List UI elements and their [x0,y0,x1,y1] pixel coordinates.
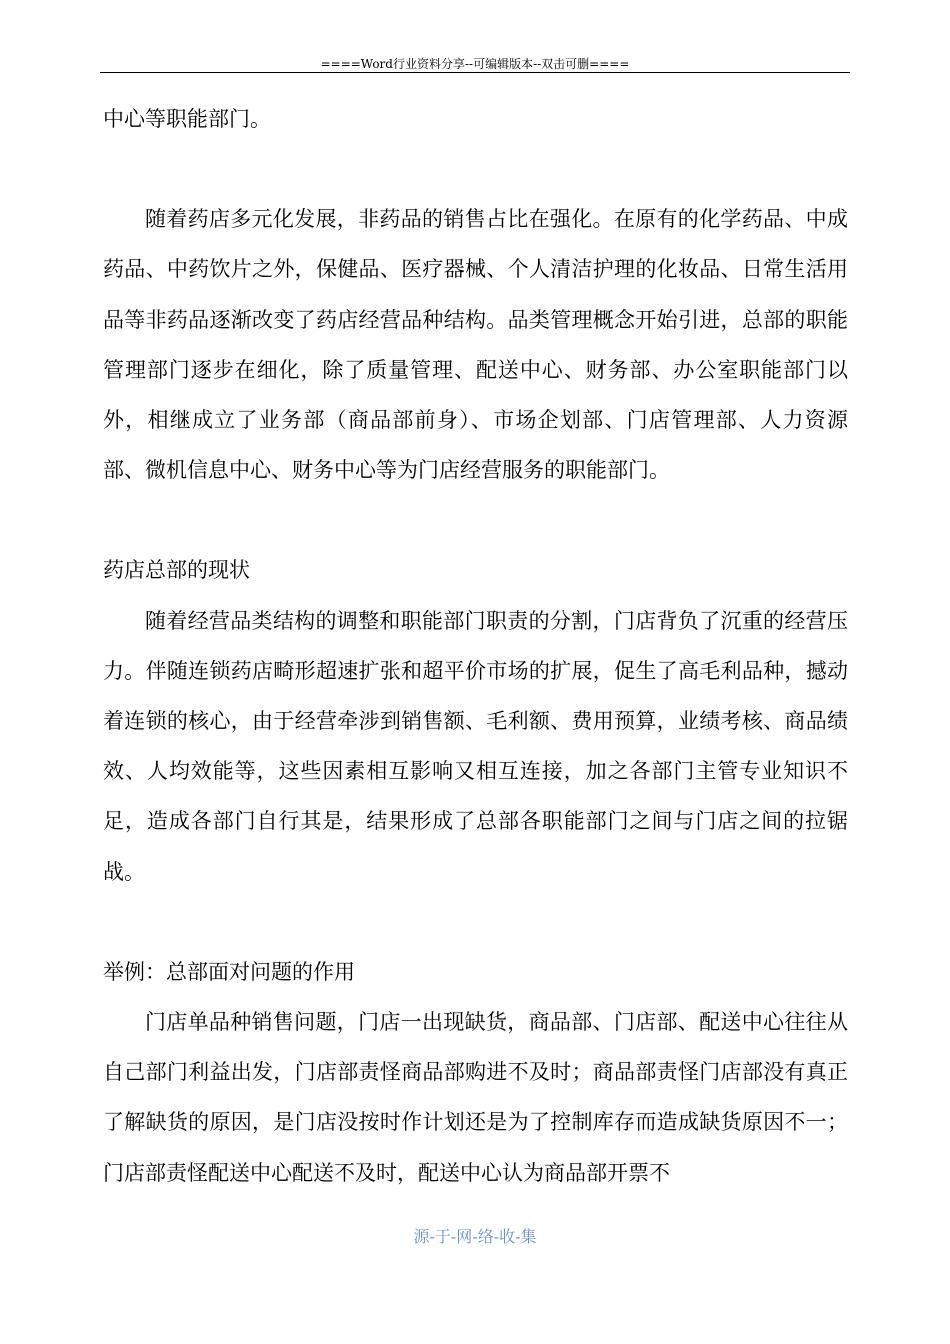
paragraph-example: 门店单品种销售问题，门店一出现缺货，商品部、门店部、配送中心往往从自己部门利益出发，门店部责怪商品部购进不及时；商品部责怪门店部没有真正了解缺货的原因，是门店没按时作计划还是为了控制库存而造成缺货原因不一；门店部责怪配送中心配送不及时，配送中心认为商品部开票不 [103,1010,848,1185]
header-rule [100,72,850,73]
section-heading-status: 药店总部的现状 [103,558,250,583]
paragraph-continuation: 中心等职能部门。 [103,107,271,131]
page-footer: 源-于-网-络-收-集 [413,1227,537,1246]
section-heading-example: 举例：总部面对问题的作用 [103,959,355,984]
document-body [103,94,848,1198]
paragraph-status: 随着经营品类结构的调整和职能部门职责的分割，门店背负了沉重的经营压力。伴随连锁药店畸形超速扩张和超平价市场的扩展，促生了高毛利品种，撼动着连锁的核心，由于经营牵涉到销售额、毛利额、费用预算，业绩考核、商品绩效、人均效能等，这些因素相互影响又相互连接，加之各部门主管专业知识不足，造成各部门自行其是，结果形成了总部各职能部门之间与门店之间的拉锯战。 [103,608,848,884]
paragraph-diversification: 随着药店多元化发展，非药品的销售占比在强化。在原有的化学药品、中成药品、中药饮片之外，保健品、医疗器械、个人清洁护理的化妆品、日常生活用品等非药品逐渐改变了药店经营品种结构。品类管理概念开始引进，总部的职能管理部门逐步在细化，除了质量管理、配送中心、财务部、办公室职能部门以外，相继成立了业务部（商品部前身）、市场企划部、门店管理部、人力资源部、微机信息中心、财务中心等为门店经营服务的职能部门。 [103,207,848,483]
page-header: ====Word行业资料分享--可编辑版本--双击可删==== [320,57,630,71]
